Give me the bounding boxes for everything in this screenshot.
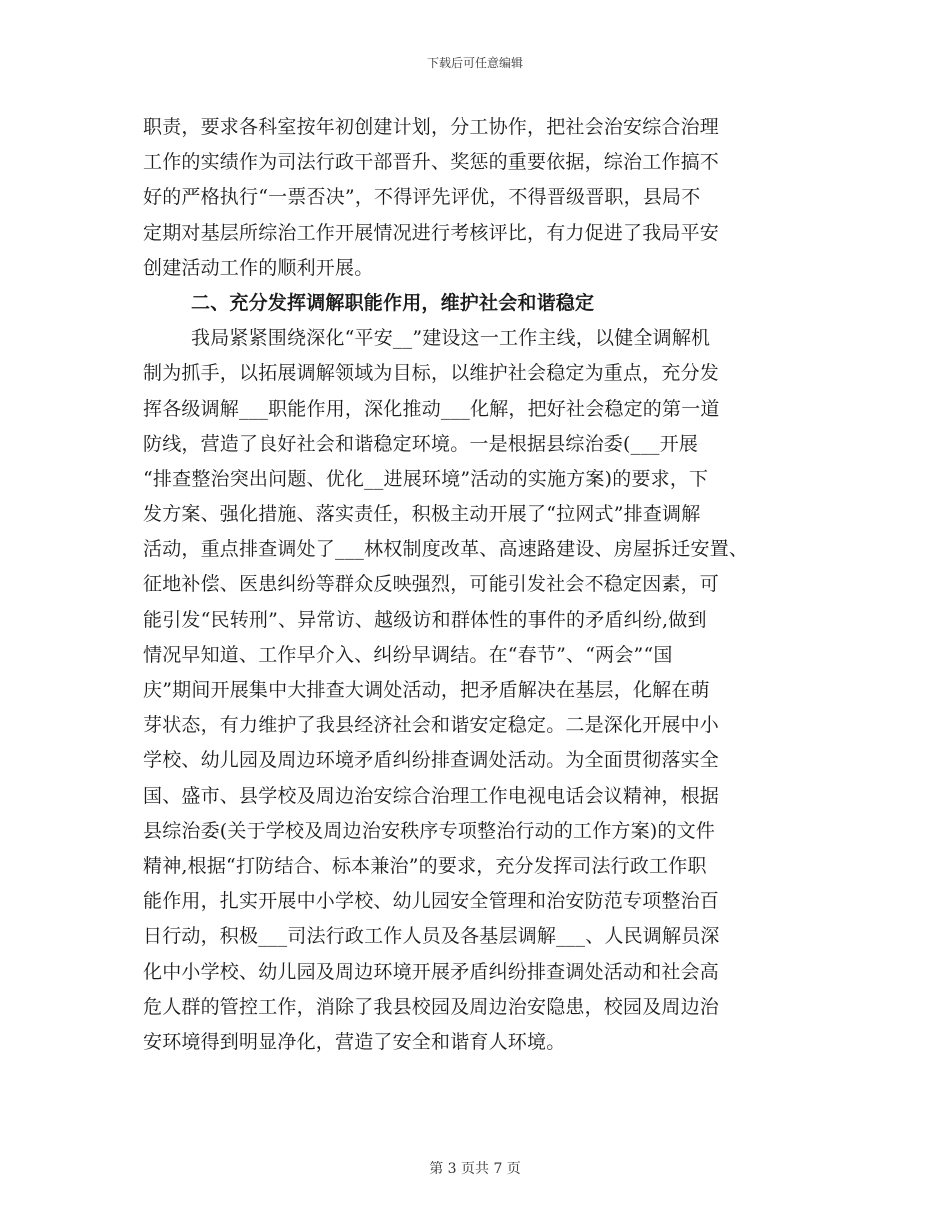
text-line: 我局紧紧围绕深化“平安__”建设这一工作主线，以健全调解机 <box>191 327 711 350</box>
text-line: 危人群的管控工作，消除了我县校园及周边治安隐患，校园及周边治 <box>143 995 720 1018</box>
text-line: 制为抓手，以拓展调解领域为目标，以维护社会稳定为重点，充分发 <box>143 362 720 385</box>
text-line: 工作的实绩作为司法行政干部晋升、奖惩的重要依据，综治工作搞不 <box>143 151 720 174</box>
text-line: 学校、幼儿园及周边环境矛盾纠纷排查调处活动。为全面贯彻落实全 <box>143 749 720 772</box>
text-line: “排查整治突出问题、优化__进展环境”活动的实施方案)的要求，下 <box>143 467 709 490</box>
section-heading: 二、充分发挥调解职能作用，维护社会和谐稳定 <box>191 291 595 314</box>
text-line: 发方案、强化措施、落实责任，积极主动开展了“拉网式”排查调解 <box>143 503 701 526</box>
text-line: 精神,根据“打防结合、标本兼治”的要求，充分发挥司法行政工作职 <box>143 854 707 877</box>
text-line: 能引发“民转刑”、异常访、越级访和群体性的事件的矛盾纠纷,做到 <box>143 608 707 631</box>
body-text <box>143 110 803 1060</box>
text-line: 创建活动工作的顺利开展。 <box>143 256 374 279</box>
text-line: 职责，要求各科室按年初创建计划，分工协作，把社会治安综合治理 <box>143 116 720 138</box>
text-line: 安环境得到明显净化，营造了安全和谐育人环境。 <box>143 1030 566 1053</box>
text-line: 化中小学校、幼儿园及周边环境开展矛盾纠纷排查调处活动和社会高 <box>143 960 720 983</box>
page-footer: 第 3 页共 7 页 <box>429 1161 521 1177</box>
text-line: 挥各级调解___职能作用，深化推动___化解，把好社会稳定的第一道 <box>143 397 720 420</box>
text-line: 日行动，积极___司法行政工作人员及各基层调解___、人民调解员深 <box>143 925 720 948</box>
text-line: 能作用，扎实开展中小学校、幼儿园安全管理和治安防范专项整治百 <box>143 890 720 913</box>
text-line: 县综治委(关于学校及周边治安秩序专项整治行动的工作方案)的文件 <box>143 819 716 842</box>
text-line: 征地补偿、医患纠纷等群众反映强烈，可能引发社会不稳定因素，可 <box>143 573 720 596</box>
text-line: 防线，营造了良好社会和谐稳定环境。一是根据县综治委(___开展 <box>143 432 699 455</box>
page-header: 下载后可任意编辑 <box>426 56 523 70</box>
text-line: 庆”期间开展集中大排查大调处活动，把矛盾解决在基层，化解在萌 <box>143 679 710 701</box>
text-line: 芽状态，有力维护了我县经济社会和谐安定稳定。二是深化开展中小 <box>143 714 720 737</box>
text-line: 好的严格执行“一票否决”，不得评先评优，不得晋级晋职，县局不 <box>143 186 701 209</box>
text-line: 情况早知道、工作早介入、纠纷早调结。在“春节”、“两会”“国 <box>143 643 673 666</box>
text-line: 国、盛市、县学校及周边治安综合治理工作电视电话会议精神，根据 <box>143 784 720 807</box>
text-line: 活动，重点排查调处了___林权制度改革、高速路建设、房屋拆迁安置、 <box>143 538 749 561</box>
text-line: 定期对基层所综治工作开展情况进行考核评比，有力促进了我局平安 <box>143 221 720 244</box>
